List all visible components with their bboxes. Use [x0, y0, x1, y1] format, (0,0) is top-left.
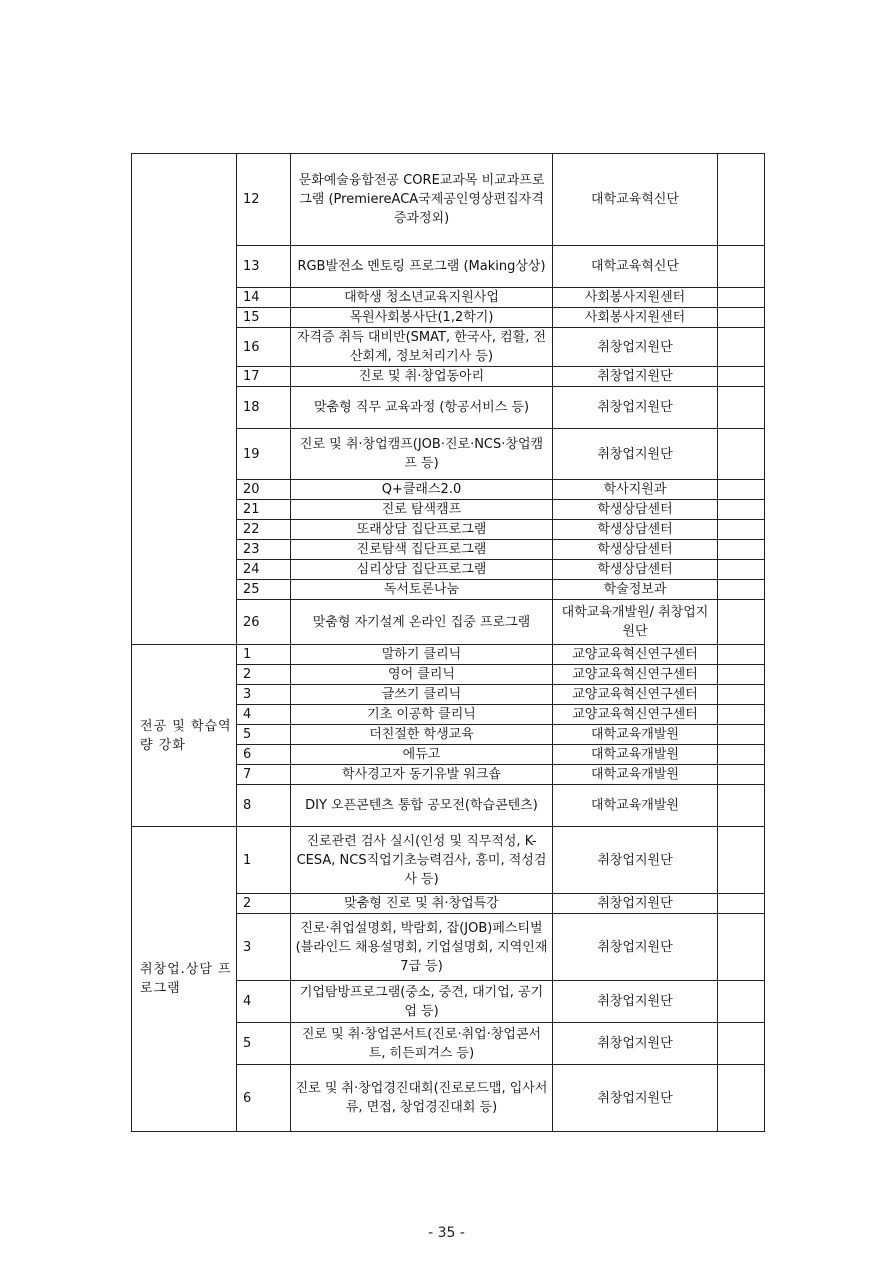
program-name: RGB발전소 멘토링 프로그램 (Making상상) [291, 246, 553, 288]
department: 교양교육혁신연구센터 [553, 705, 718, 725]
program-name: 독서토론나눔 [291, 580, 553, 600]
department: 취창업지원단 [553, 429, 718, 480]
row-number: 13 [237, 246, 291, 288]
category-cell: 전공 및 학습역량 강화 [132, 645, 237, 827]
blank-cell [718, 914, 765, 981]
table-row [132, 827, 765, 894]
program-name: 더친절한 학생교육 [291, 725, 553, 745]
program-name: Q+클래스2.0 [291, 480, 553, 500]
blank-cell [718, 685, 765, 705]
blank-cell [718, 1065, 765, 1132]
row-number: 4 [237, 705, 291, 725]
blank-cell [718, 894, 765, 914]
row-number: 14 [237, 288, 291, 308]
row-number: 4 [237, 981, 291, 1023]
program-name: 진로 및 취·창업경진대회(진로로드맵, 입사서류, 면접, 창업경진대회 등) [291, 1065, 553, 1132]
row-number: 6 [237, 745, 291, 765]
blank-cell [718, 500, 765, 520]
row-number: 5 [237, 1023, 291, 1065]
blank-cell [718, 1023, 765, 1065]
program-name: 맞춤형 진로 및 취·창업특강 [291, 894, 553, 914]
department: 학술정보과 [553, 580, 718, 600]
row-number: 15 [237, 308, 291, 328]
page-number: - 35 - [428, 1225, 465, 1241]
table-row [132, 645, 765, 665]
row-number: 23 [237, 540, 291, 560]
row-number: 3 [237, 685, 291, 705]
row-number: 22 [237, 520, 291, 540]
department: 취창업지원단 [553, 1023, 718, 1065]
row-number: 17 [237, 367, 291, 387]
program-name: 기초 이공학 클리닉 [291, 705, 553, 725]
blank-cell [718, 288, 765, 308]
blank-cell [718, 600, 765, 645]
program-name: 심리상담 집단프로그램 [291, 560, 553, 580]
blank-cell [718, 429, 765, 480]
row-number: 25 [237, 580, 291, 600]
program-name: 진로 및 취·창업콘서트(진로·취업·창업콘서트, 히든피겨스 등) [291, 1023, 553, 1065]
department: 대학교육개발원 [553, 725, 718, 745]
department: 대학교육개발원 [553, 745, 718, 765]
blank-cell [718, 246, 765, 288]
blank-cell [718, 480, 765, 500]
blank-cell [718, 645, 765, 665]
row-number: 24 [237, 560, 291, 580]
category-cell [132, 154, 237, 645]
department: 대학교육혁신단 [553, 154, 718, 246]
program-name: 진로 및 취·창업캠프(JOB·진로·NCS·창업캠프 등) [291, 429, 553, 480]
row-number: 8 [237, 785, 291, 827]
program-name: 영어 클리닉 [291, 665, 553, 685]
row-number: 12 [237, 154, 291, 246]
program-name: 기업탐방프로그램(중소, 중견, 대기업, 공기업 등) [291, 981, 553, 1023]
program-name: 진로탐색 집단프로그램 [291, 540, 553, 560]
program-name: 맞춤형 직무 교육과정 (항공서비스 등) [291, 387, 553, 429]
blank-cell [718, 725, 765, 745]
blank-cell [718, 154, 765, 246]
program-name: DIY 오픈콘텐츠 통합 공모전(학습콘텐츠) [291, 785, 553, 827]
department: 교양교육혁신연구센터 [553, 645, 718, 665]
row-number: 26 [237, 600, 291, 645]
department: 취창업지원단 [553, 1065, 718, 1132]
department: 사회봉사지원센터 [553, 308, 718, 328]
program-name: 문화예술융합전공 CORE교과목 비교과프로그램 (PremiereACA국제공인영상편집자격증과정외) [291, 154, 553, 246]
row-number: 20 [237, 480, 291, 500]
blank-cell [718, 387, 765, 429]
blank-cell [718, 540, 765, 560]
row-number: 3 [237, 914, 291, 981]
department: 대학교육개발원 [553, 765, 718, 785]
program-name: 진로 탐색캠프 [291, 500, 553, 520]
department: 취창업지원단 [553, 328, 718, 367]
row-number: 2 [237, 894, 291, 914]
blank-cell [718, 745, 765, 765]
blank-cell [718, 520, 765, 540]
department: 학생상담센터 [553, 560, 718, 580]
blank-cell [718, 785, 765, 827]
row-number: 1 [237, 645, 291, 665]
row-number: 5 [237, 725, 291, 745]
department: 사회봉사지원센터 [553, 288, 718, 308]
department: 교양교육혁신연구센터 [553, 685, 718, 705]
blank-cell [718, 665, 765, 685]
program-name: 진로관련 검사 실시(인성 및 직무적성, K-CESA, NCS직업기초능력검사, 흥미, 적성검사 등) [291, 827, 553, 894]
department: 학사지원과 [553, 480, 718, 500]
department: 대학교육개발원 [553, 785, 718, 827]
department: 취창업지원단 [553, 894, 718, 914]
program-name: 말하기 클리닉 [291, 645, 553, 665]
department: 취창업지원단 [553, 367, 718, 387]
program-name: 자격증 취득 대비반(SMAT, 한국사, 컴활, 전산회계, 정보처리기사 등) [291, 328, 553, 367]
row-number: 6 [237, 1065, 291, 1132]
category-cell: 취창업.상담 프로그램 [132, 827, 237, 1132]
program-name: 진로 및 취·창업동아리 [291, 367, 553, 387]
department: 대학교육혁신단 [553, 246, 718, 288]
department: 취창업지원단 [553, 387, 718, 429]
row-number: 7 [237, 765, 291, 785]
department: 학생상담센터 [553, 500, 718, 520]
blank-cell [718, 328, 765, 367]
blank-cell [718, 580, 765, 600]
program-name: 또래상담 집단프로그램 [291, 520, 553, 540]
program-name: 목원사회봉사단(1,2학기) [291, 308, 553, 328]
department: 취창업지원단 [553, 981, 718, 1023]
blank-cell [718, 981, 765, 1023]
program-name: 글쓰기 클리닉 [291, 685, 553, 705]
program-name: 에듀고 [291, 745, 553, 765]
department: 취창업지원단 [553, 827, 718, 894]
program-table-body [132, 154, 765, 1132]
department: 교양교육혁신연구센터 [553, 665, 718, 685]
table-row [132, 154, 765, 246]
department: 학생상담센터 [553, 540, 718, 560]
blank-cell [718, 560, 765, 580]
program-name: 학사경고자 동기유발 워크숍 [291, 765, 553, 785]
blank-cell [718, 765, 765, 785]
department: 대학교육개발원/ 취창업지원단 [553, 600, 718, 645]
blank-cell [718, 705, 765, 725]
row-number: 21 [237, 500, 291, 520]
program-table [131, 153, 765, 1132]
department: 취창업지원단 [553, 914, 718, 981]
row-number: 1 [237, 827, 291, 894]
row-number: 16 [237, 328, 291, 367]
program-name: 진로·취업설명회, 박람회, 잡(JOB)페스티벌(블라인드 채용설명회, 기업설명회, 지역인재7급 등) [291, 914, 553, 981]
blank-cell [718, 367, 765, 387]
department: 학생상담센터 [553, 520, 718, 540]
row-number: 19 [237, 429, 291, 480]
program-name: 맞춤형 자기설계 온라인 집중 프로그램 [291, 600, 553, 645]
row-number: 2 [237, 665, 291, 685]
row-number: 18 [237, 387, 291, 429]
program-name: 대학생 청소년교육지원사업 [291, 288, 553, 308]
blank-cell [718, 308, 765, 328]
blank-cell [718, 827, 765, 894]
